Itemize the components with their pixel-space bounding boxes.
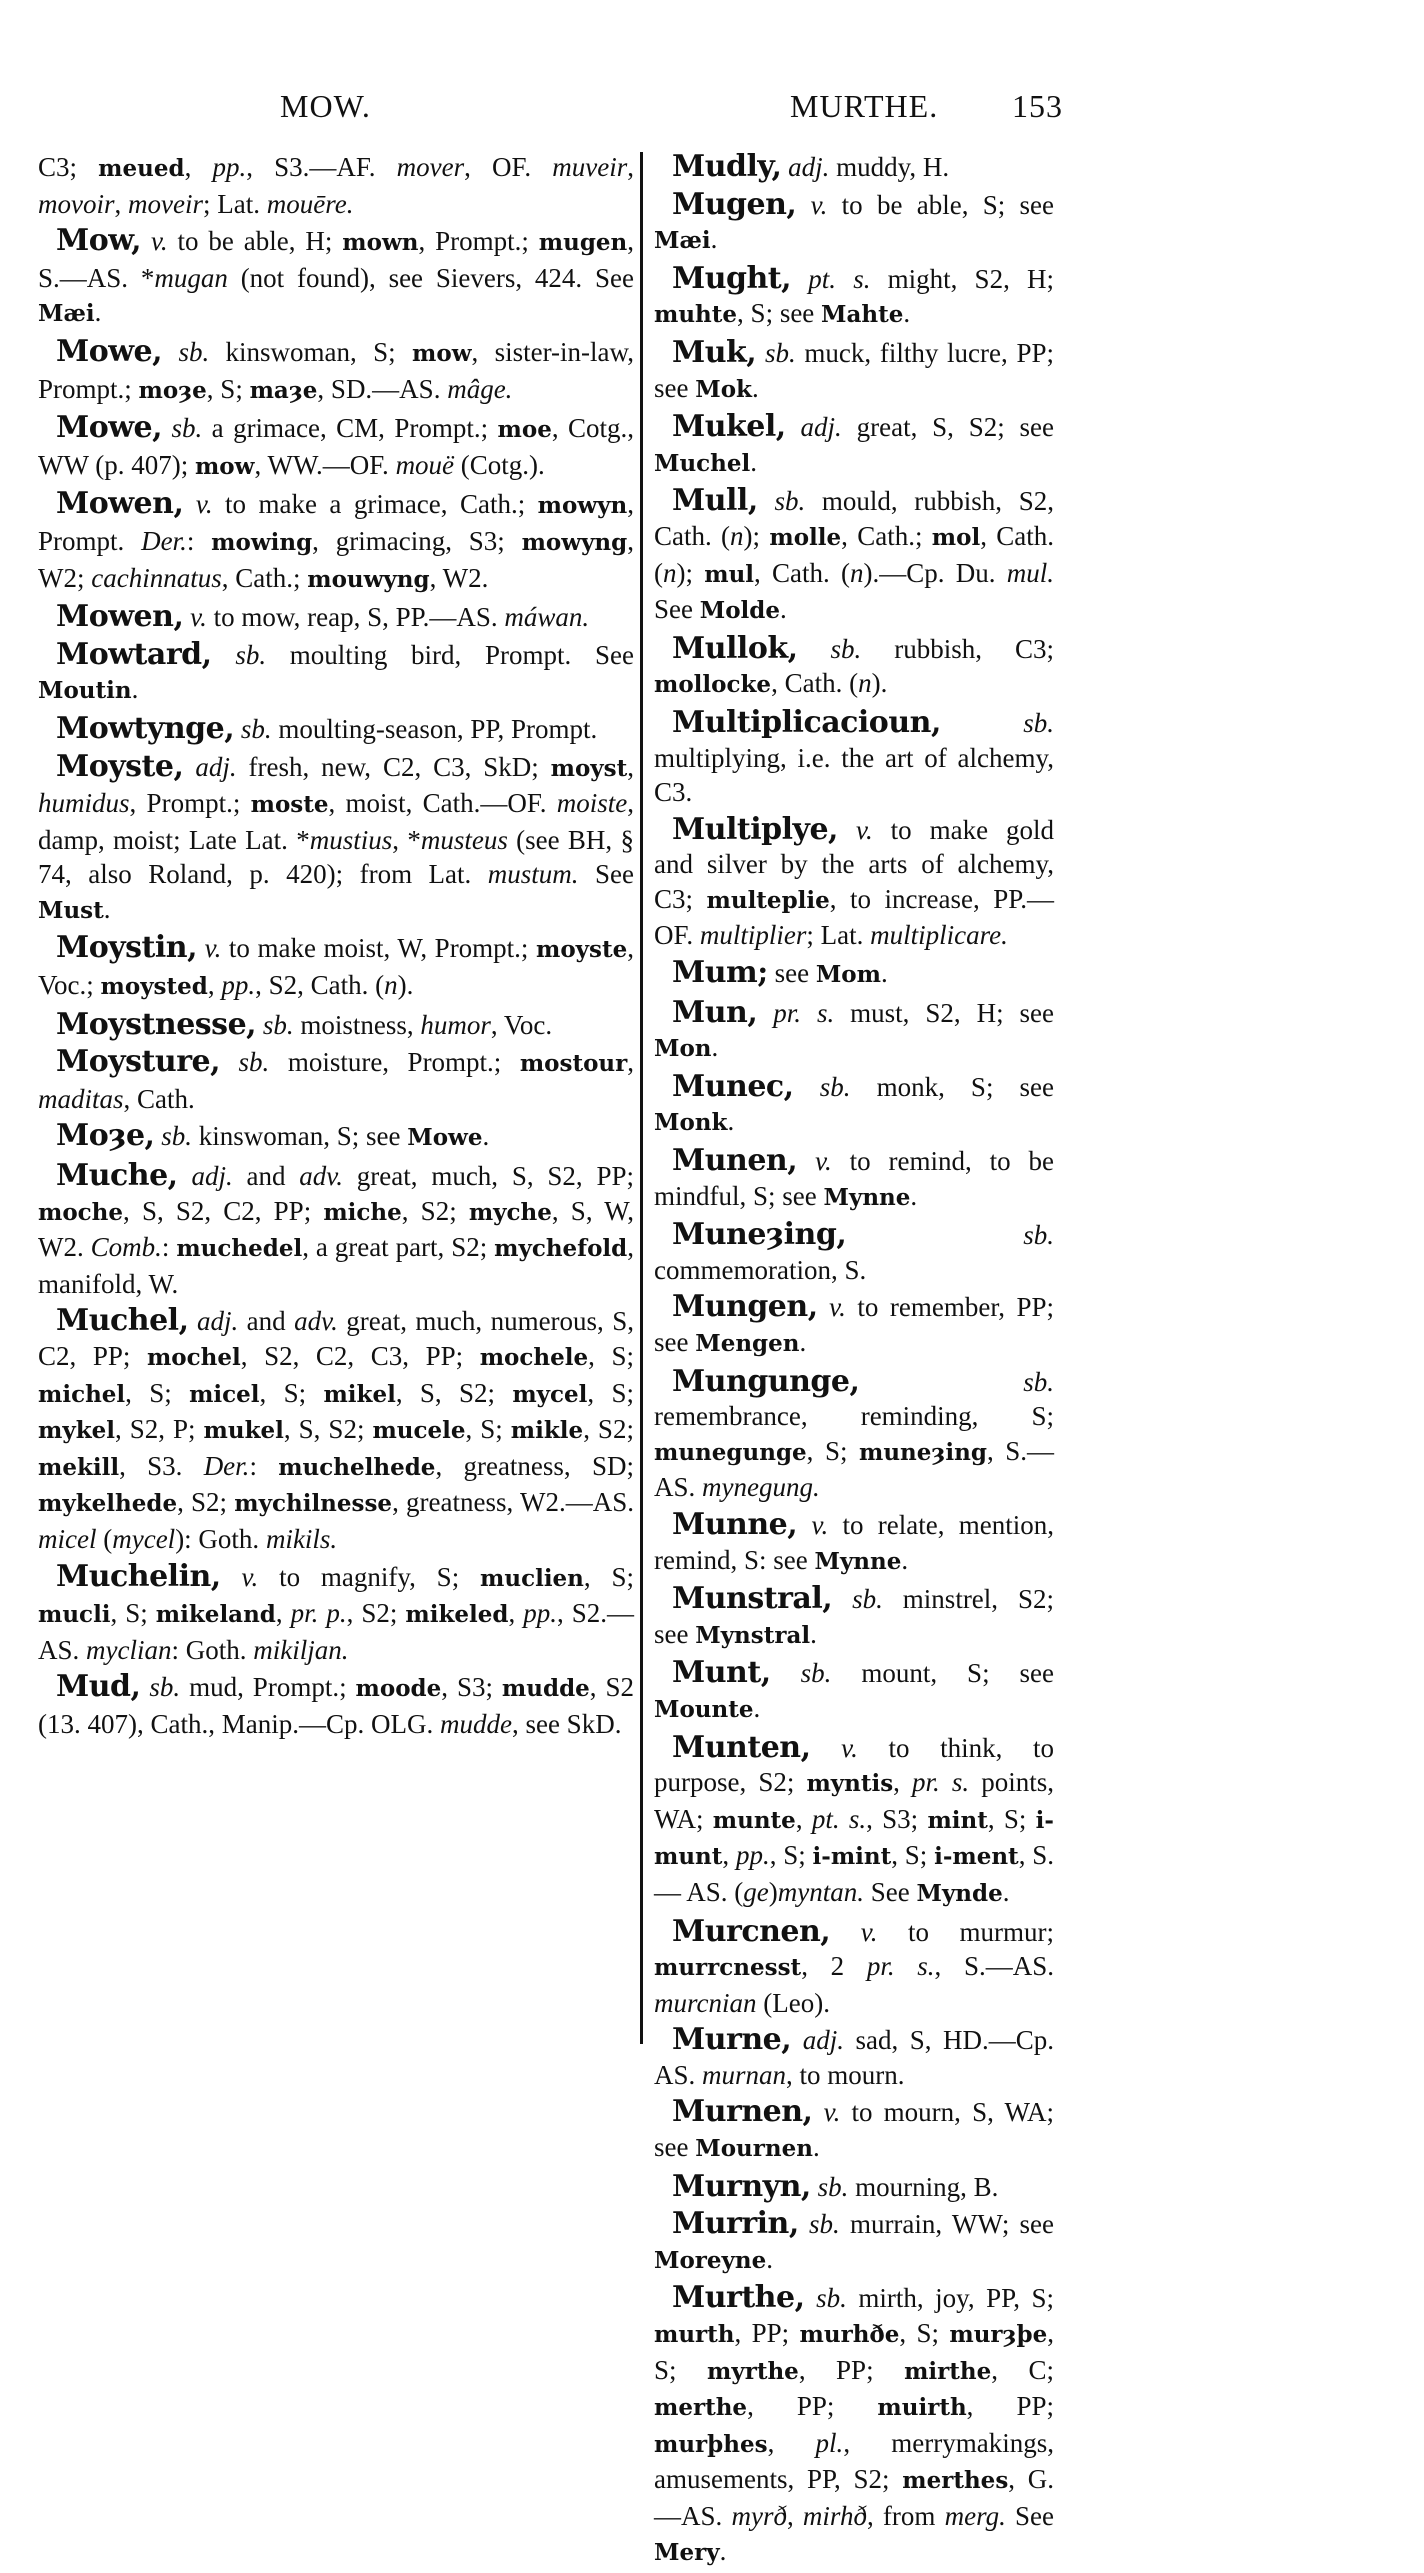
- headword: Murcnen,: [672, 1913, 831, 1949]
- entry-definition: sb. a grimace, CM, Prompt.; moe, Cotg., WW (p. 407); mow, WW.—OF. mouë (Cotg.).: [38, 413, 634, 480]
- dictionary-entry: [38, 224, 634, 332]
- headword: Mum;: [672, 955, 768, 991]
- dictionary-entry: [38, 712, 634, 747]
- left-column: [38, 150, 634, 1745]
- page-number: 153: [1012, 88, 1063, 124]
- entry-definition: see Mom.: [767, 958, 888, 989]
- headword: Mowen,: [56, 599, 184, 635]
- entry-definition: v. to be able, H; mown, Prompt.; mugen, S.—AS. *mugan (not found), see Sievers, 424. See Mæi.: [38, 226, 635, 328]
- entry-definition: sb. mourning, B.: [817, 2171, 999, 2202]
- headword: Munt,: [672, 1655, 771, 1691]
- dictionary-entry: [38, 600, 634, 635]
- headword: Mowtard,: [56, 636, 212, 672]
- dictionary-entry: [654, 1582, 1054, 1653]
- entry-definition: adj. muddy, H.: [788, 152, 950, 182]
- entry-definition: adj. fresh, new, C2, C3, SkD; moyst, humidus, Prompt.; moste, moist, Cath.—OF. moiste, damp, moist; Late Lat. *mustius, *musteus (see BH, § 74, also Roland, p. 420); from Lat. mustum. See Must.: [38, 751, 635, 924]
- dictionary-entry: [654, 188, 1054, 259]
- entry-definition: v. to mow, reap, S, PP.—AS. máwan.: [190, 602, 590, 633]
- entry-definition: adj. and adv. great, much, S, S2, PP; moche, S, S2, C2, PP; miche, S2; myche, S, W, W2. Comb.: muchedel, a great part, S2; mychefold, manifold, W.: [38, 1161, 635, 1299]
- headword: Multiplicacioun,: [672, 704, 941, 740]
- entry-definition: v. to think, to purpose, S2; myntis, pr. s. points, WA; munte, pt. s., S3; mint, S; i-munt, pp., S; i-mint, S; i-ment, S. — AS. (ge)myntan. See Mynde.: [654, 1732, 1054, 1907]
- headword: Murnyn,: [672, 2168, 811, 2204]
- running-head-right: MURTHE.: [790, 88, 939, 124]
- entry-definition: sb. rubbish, C3; mollocke, Cath. (n).: [654, 633, 1054, 699]
- entry-definition: adj. great, S, S2; see Muchel.: [654, 412, 1054, 477]
- headword: Murthe,: [672, 2280, 805, 2316]
- headword: Mun,: [672, 994, 758, 1030]
- dictionary-entry: [654, 1070, 1054, 1141]
- dictionary-entry: [654, 706, 1054, 810]
- entry-definition: v. to relate, mention, remind, S: see Mynne.: [654, 1509, 1055, 1575]
- headword: Mowtynge,: [56, 710, 235, 746]
- entry-definition: adj. and adv. great, much, numerous, S, C2, PP; mochel, S2, C2, C3, PP; mochele, S; michel, S; micel, S; mikel, S, S2; mycel, S; mykel, S2, P; mukel, S, S2; mucele, S; mikle, S2; mekill, S3. Der.: muchelhede, greatness, SD; mykelhede, S2; mychilnesse, greatness, W2.—AS. micel (mycel): Goth. mikils.: [38, 1306, 635, 1554]
- entry-definition: v. to murmur; murrcnesst, 2 pr. s., S.—AS. murcnian (Leo).: [654, 1916, 1054, 2018]
- dictionary-entry: [38, 1560, 634, 1668]
- entry-definition: v. to make moist, W, Prompt.; moyste, Voc.; moysted, pp., S2, Cath. (n).: [38, 933, 634, 1001]
- headword: Munen,: [672, 1143, 798, 1179]
- headword: Moystin,: [56, 930, 198, 966]
- dictionary-entry: [654, 150, 1054, 185]
- dictionary-entry: [38, 931, 634, 1004]
- entry-definition: sb. mirth, joy, PP, S; murth, PP; murhðe, S; murȝþe, S; myrthe, PP; mirthe, C; merthe, PP; muirth, PP; murþhes, pl., merrymakings, amusements, PP, S2; merthes, G.—AS. myrð, mirhð, from merg. See Mery.: [654, 2283, 1055, 2566]
- entry-definition: v. to make gold and silver by the arts of alchemy, C3; multeplie, to increase, PP.—OF. multiplier; Lat. multiplicare.: [654, 814, 1054, 951]
- dictionary-entry: [38, 1304, 634, 1556]
- dictionary-entry: [38, 1670, 634, 1741]
- headword: Moystnesse,: [56, 1006, 257, 1042]
- dictionary-entry: [654, 1144, 1054, 1215]
- dictionary-entry: [654, 2281, 1054, 2570]
- dictionary-entry: [654, 2023, 1054, 2092]
- dictionary-entry: [38, 1159, 634, 1301]
- entry-definition: v. to make a grimace, Cath.; mowyn, Prompt. Der.: mowing, grimacing, S3; mowyng, W2; cachinnatus, Cath.; mouwyng, W2.: [38, 489, 634, 593]
- dictionary-entry: [654, 956, 1054, 993]
- headword: Mull,: [672, 483, 758, 519]
- entry-definition: sb. moulting-season, PP, Prompt.: [240, 713, 598, 744]
- headword: Moysture,: [56, 1044, 221, 1080]
- entry-definition: sb. monk, S; see Monk.: [654, 1071, 1055, 1137]
- column-divider: [640, 152, 643, 2044]
- entry-definition: sb. commemoration, S.: [654, 1220, 1054, 1285]
- dictionary-entry: [654, 262, 1054, 333]
- dictionary-entry: [38, 1045, 634, 1116]
- dictionary-entry: [38, 411, 634, 484]
- entry-definition: v. to remember, PP; see Mengen.: [654, 1292, 1054, 1357]
- entry-definition: pt. s. might, S2, H; muhte, S; see Mahte.: [654, 263, 1054, 329]
- headword: Muchelin,: [56, 1558, 221, 1594]
- headword: Murne,: [672, 2022, 792, 2058]
- headword: Mudly,: [672, 149, 782, 184]
- headword: Mungunge,: [672, 1363, 860, 1399]
- entry-definition: adj. sad, S, HD.—Cp. AS. murnan, to mourn.: [654, 2025, 1055, 2090]
- headword: Mukel,: [672, 409, 786, 445]
- headword: Mow,: [56, 223, 142, 259]
- entry-definition: sb. mount, S; see Mounte.: [654, 1658, 1055, 1723]
- dictionary-entry: [654, 813, 1054, 953]
- entry-definition: sb. minstrel, S2; see Mynstral.: [654, 1584, 1054, 1649]
- entry-definition: sb. moistness, humor, Voc.: [262, 1009, 553, 1040]
- headword: Munec,: [672, 1068, 794, 1104]
- dictionary-entry: [38, 750, 634, 929]
- dictionary-entry: [654, 1290, 1054, 1361]
- dictionary-entry: [654, 1656, 1054, 1727]
- entry-definition: v. to mourn, S, WA; see Mournen.: [654, 2097, 1055, 2163]
- headword: Mugen,: [672, 186, 797, 222]
- headword: Muchel,: [56, 1303, 189, 1339]
- right-column: [654, 150, 1054, 2573]
- dictionary-entry: [38, 1119, 634, 1156]
- entry-definition: sb. moisture, Prompt.; mostour, maditas, Cath.: [38, 1047, 634, 1114]
- entry-definition: sb. mould, rubbish, S2, Cath. (n); molle, Cath.; mol, Cath. (n); mul, Cath. (n).—Cp. Du. mul. See Molde.: [654, 486, 1054, 625]
- headword: Mught,: [672, 260, 792, 296]
- dictionary-entry: [38, 1008, 634, 1043]
- running-head-left: MOW.: [280, 88, 371, 124]
- headword: Multiplye,: [672, 811, 839, 847]
- headword: Muk,: [672, 334, 757, 370]
- headword: Moyste,: [56, 748, 184, 784]
- headword: Moȝe,: [56, 1118, 155, 1154]
- dictionary-entry: [654, 1365, 1054, 1505]
- dictionary-entry: [38, 335, 634, 408]
- entry-definition: v. to magnify, S; muclien, S; mucli, S; mikeland, pr. p., S2; mikeled, pp., S2.—AS. myclian: Goth. mikiljan.: [38, 1561, 635, 1665]
- headword: Murnen,: [672, 2094, 813, 2130]
- headword: Murrin,: [672, 2206, 799, 2242]
- entry-definition: sb. multiplying, i.e. the art of alchemy, C3.: [654, 707, 1054, 808]
- entry-definition: v. to be able, S; see Mæi.: [654, 189, 1055, 255]
- entry-definition: sb. kinswoman, S; see Mowe.: [161, 1121, 490, 1152]
- entry-definition: C3; meued, pp., S3.—AF. mover, OF. muveir, movoir, moveir; Lat. mouēre.: [38, 152, 634, 219]
- headword: Munstral,: [672, 1581, 833, 1617]
- headword: Mud,: [56, 1669, 141, 1705]
- dictionary-entry: [38, 638, 634, 709]
- dictionary-entry: [38, 487, 634, 597]
- dictionary-entry: [654, 2095, 1054, 2166]
- entry-definition: pr. s. must, S2, H; see Mon.: [654, 997, 1054, 1063]
- dictionary-entry: [654, 1218, 1054, 1287]
- headword: Muneȝing,: [672, 1217, 847, 1253]
- dictionary-entry: [654, 2170, 1054, 2205]
- dictionary-entry: [654, 1915, 1054, 2021]
- entry-definition: sb. muck, filthy lucre, PP; see Mok.: [654, 337, 1054, 403]
- dictionary-entry: [654, 632, 1054, 703]
- dictionary-entry: [654, 1508, 1054, 1579]
- dictionary-entry: [654, 484, 1054, 628]
- entry-definition: sb. remembrance, reminding, S; munegunge, S; muneȝing, S.—AS. mynegung.: [654, 1366, 1054, 1503]
- headword: Mungen,: [672, 1289, 818, 1325]
- headword: Mowe,: [56, 410, 163, 446]
- dictionary-entry: [654, 1731, 1054, 1912]
- dictionary-entry: [38, 150, 634, 221]
- entry-definition: sb. kinswoman, S; mow, sister-in-law, Prompt.; moȝe, S; maȝe, SD.—AS. mâge.: [38, 336, 635, 404]
- entry-definition: sb. murrain, WW; see Moreyne.: [654, 2209, 1054, 2274]
- dictionary-entry: [654, 2207, 1054, 2278]
- headword: Mowen,: [56, 486, 184, 522]
- entry-definition: sb. moulting bird, Prompt. See Moutin.: [38, 639, 634, 705]
- headword: Mullok,: [672, 630, 798, 666]
- headword: Munne,: [672, 1506, 798, 1542]
- headword: Mowe,: [56, 333, 163, 369]
- dictionary-entry: [654, 996, 1054, 1067]
- headword: Munten,: [672, 1729, 811, 1765]
- dictionary-entry: [654, 410, 1054, 481]
- dictionary-entry: [654, 336, 1054, 407]
- entry-definition: v. to remind, to be mindful, S; see Mynne.: [654, 1146, 1054, 1211]
- headword: Muche,: [56, 1158, 178, 1194]
- entry-definition: sb. mud, Prompt.; moode, S3; mudde, S2 (13. 407), Cath., Manip.—Cp. OLG. mudde, see SkD.: [38, 1672, 634, 1739]
